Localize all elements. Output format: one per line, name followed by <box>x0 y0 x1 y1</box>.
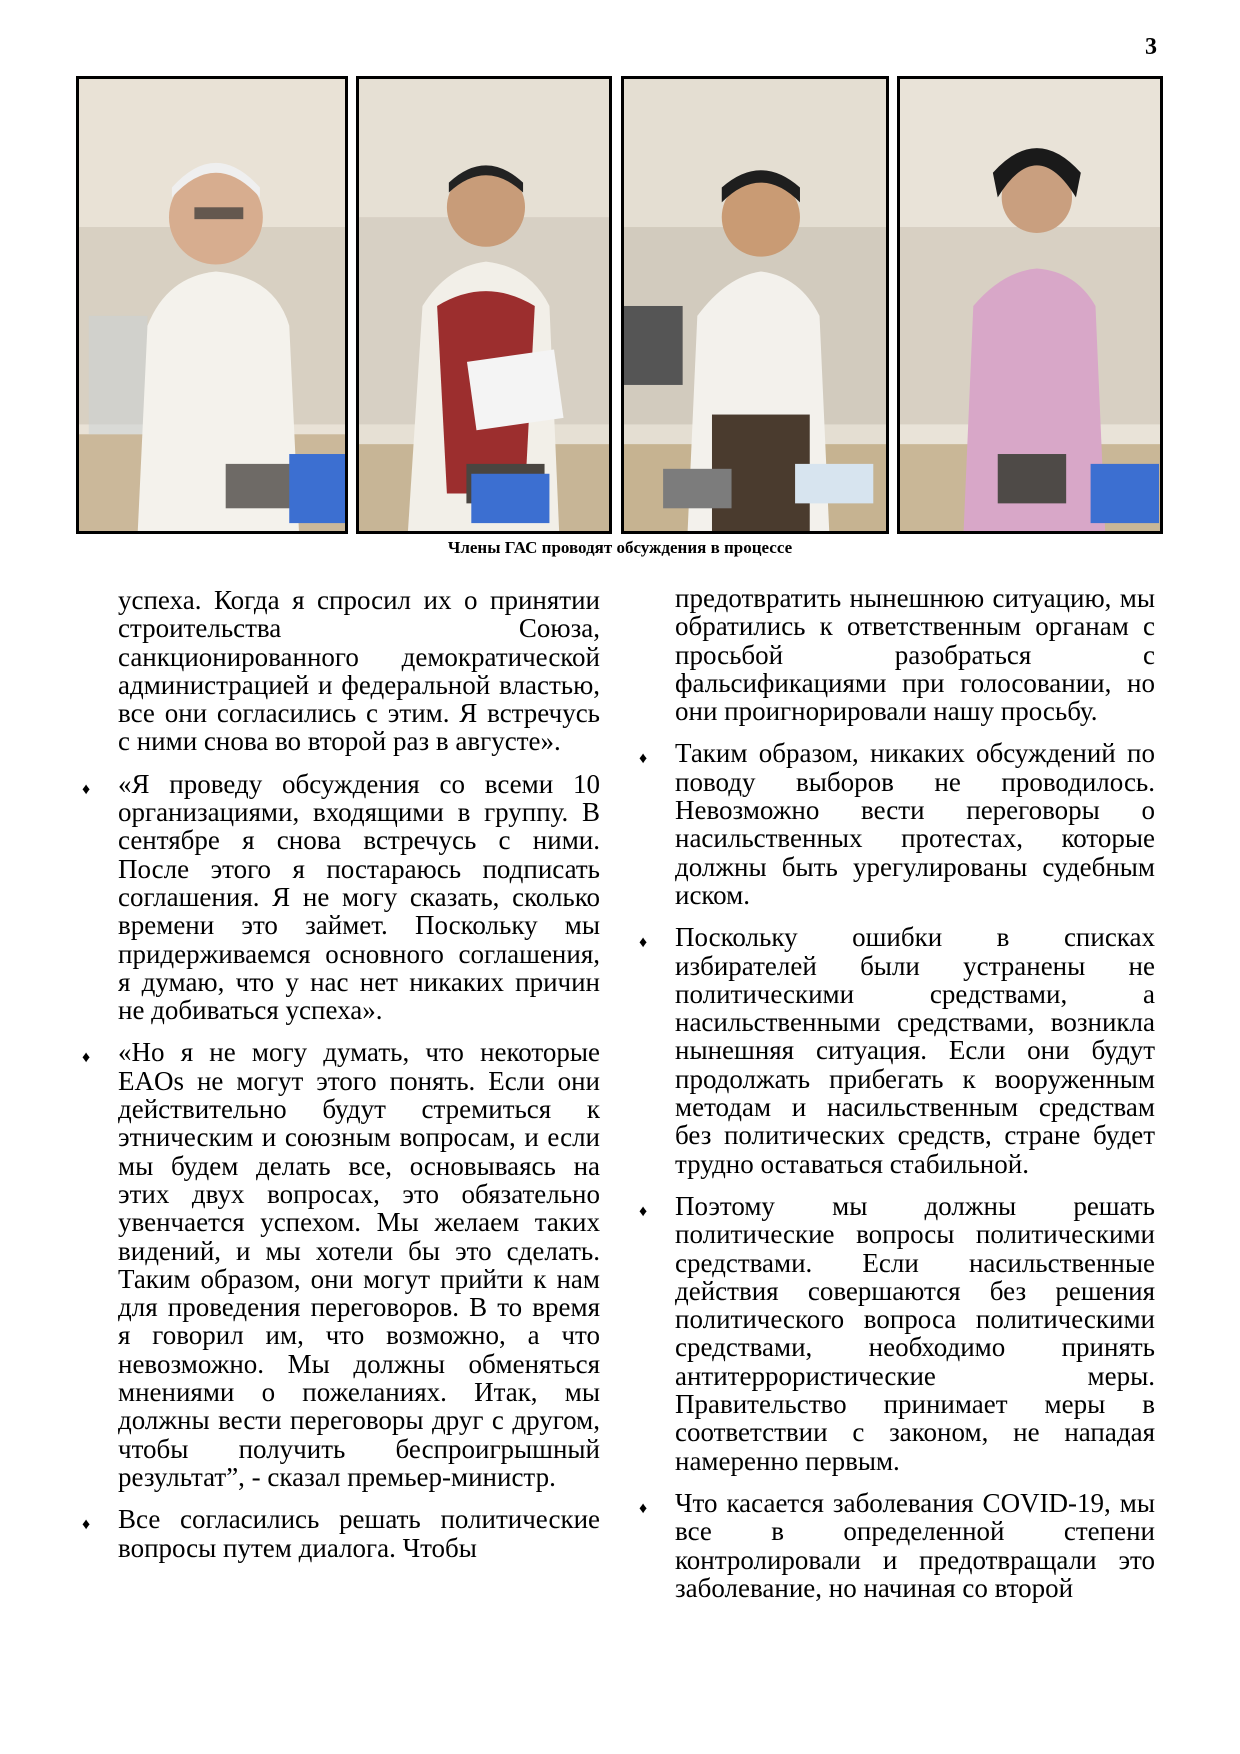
diamond-bullet-icon: ♦ <box>639 934 648 952</box>
right-continuation-paragraph: предотвратить нынешнюю ситуацию, мы обратились к ответственным органам с просьбой разобраться с фальсификациями при голосовании, но они проигнорировали нашу просьбу. <box>675 583 1155 727</box>
photo-speaker-red-vest <box>356 76 612 534</box>
list-item-text: Поскольку ошибки в списках избирателей были устранены не политическими средствами, а насильственными средствами, возникла нынешняя ситуация. Если они будут продолжать прибегать к вооруженным методам и насильственным средствам без политических средств, стране будет трудно оставаться стабильной. <box>675 922 1155 1179</box>
right-column <box>639 583 1155 1616</box>
diamond-bullet-icon: ♦ <box>639 1202 648 1220</box>
list-item <box>639 1487 1155 1603</box>
list-item-text: «Но я не могу думать, что некоторые EAOs не могут этого понять. Если они действительно будут стремиться к этническим и союзным вопросам, и если мы будем делать все, основываясь на этих двух вопросах, это обязательно увенчается успехом. Мы желаем таких видений, и мы хотели бы это сделать. Таким образом, они могут прийти к нам для проведения переговоров. В то время я говорил им, что возможно, а что невозможно. Мы должны обменяться мнениями о пожеланиях. Итак, мы должны вести переговоры друг с другом, чтобы получить беспроигрышный результат”, - сказал премьер-министр. <box>118 1037 600 1492</box>
photo-caption: Члены ГАС проводят обсуждения в процессе <box>447 538 793 557</box>
diamond-bullet-icon: ♦ <box>639 1499 648 1517</box>
list-item-text: Все согласились решать политические вопросы путем диалога. Чтобы <box>118 1504 600 1563</box>
list-item-text: Поэтому мы должны решать политические вопросы политическими средствами. Если насильственные действия совершаются без решения политического вопроса политическими средствами, необходимо принять антитеррористические меры. Правительство принимает меры в соответствии с законом, не нападая намеренно первым. <box>675 1190 1155 1476</box>
photo-speaker-white-shirt <box>621 76 889 534</box>
list-item-text: «Я проведу обсуждения со всеми 10 организациями, входящими в группу. В сентябре я снова встречусь с ними. После этого я постараюсь подписать соглашения. Я не могу сказать, сколько времени это займет. Поскольку мы придерживаемся основного соглашения, я думаю, что у нас нет никаких причин не добиваться успеха». <box>118 768 600 1026</box>
photo-speaker-pink-jacket <box>897 76 1163 534</box>
list-item <box>639 738 1155 910</box>
list-item <box>639 1190 1155 1476</box>
list-item-text: Таким образом, никаких обсуждений по поводу выборов не проводилось. Невозможно вести переговоры о насильственных протестах, которые должны быть урегулированы судебным иском. <box>675 738 1155 910</box>
list-item <box>82 1037 600 1492</box>
diamond-bullet-icon: ♦ <box>639 750 648 768</box>
diamond-bullet-icon: ♦ <box>82 1049 91 1067</box>
photo-speaker-white-jacket <box>76 76 348 534</box>
left-column <box>82 585 600 1576</box>
list-item <box>82 1504 600 1563</box>
list-item <box>82 768 600 1026</box>
list-item-text: Что касается заболевания COVID-19, мы все в определенной степени контролировали и предотвращали это заболевание, но начиная со второй <box>675 1487 1155 1603</box>
page-number: 3 <box>1145 34 1157 60</box>
diamond-bullet-icon: ♦ <box>82 1516 91 1534</box>
list-item <box>639 922 1155 1179</box>
diamond-bullet-icon: ♦ <box>82 780 91 798</box>
left-continuation-paragraph: успеха. Когда я спросил их о принятии строительства Союза, санкционированного демократической администрацией и федеральной властью, все они согласились с этим. Я встречусь с ними снова во второй раз в августе». <box>118 585 600 757</box>
